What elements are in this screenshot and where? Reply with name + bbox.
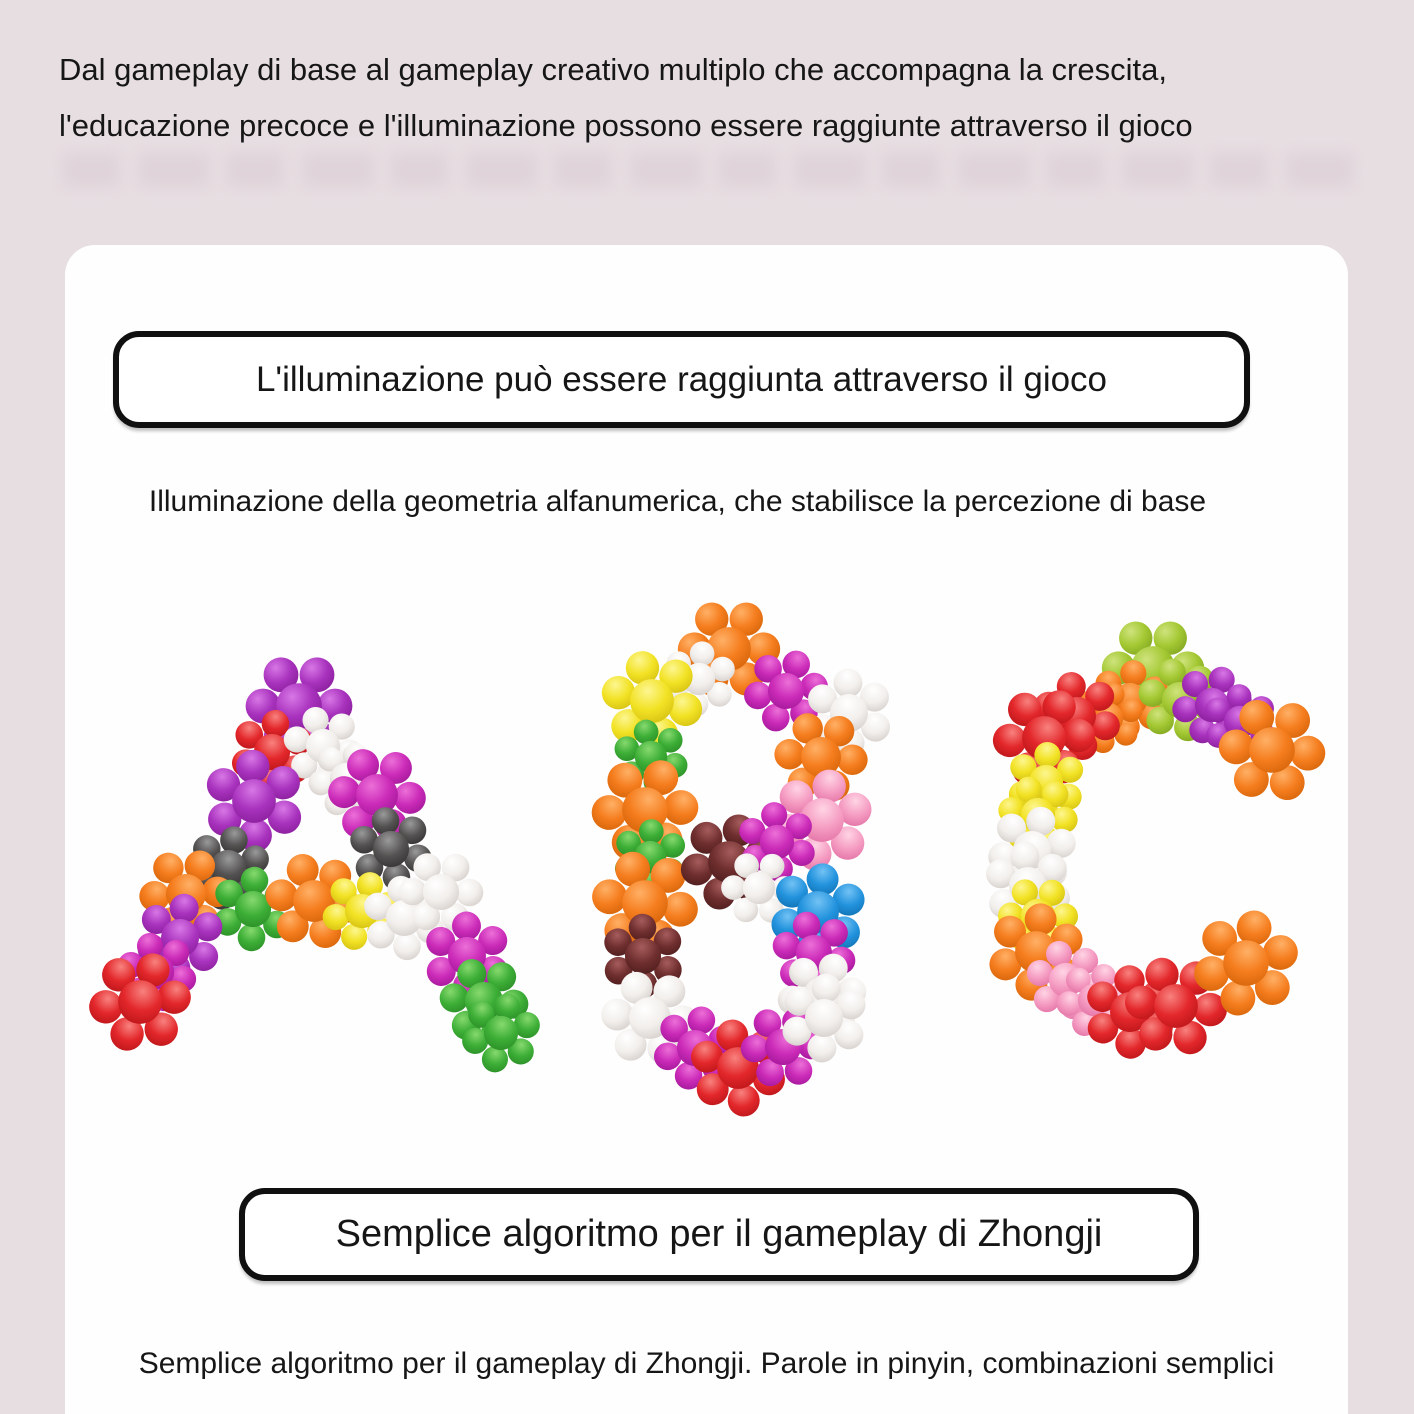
faded-text-artifact (62, 152, 1354, 188)
section1-title-box (113, 331, 1250, 428)
letter-B-blocks (575, 602, 907, 1125)
intro-line-2: l'educazione precoce e l'illuminazione possono essere raggiunte attraverso il gioco (59, 108, 1193, 143)
section2-caption: Semplice algoritmo per il gameplay di Zhongji. Parole in pinyin, combinazioni semplici (138, 1347, 1275, 1380)
letter-A-blocks (72, 657, 555, 1087)
section1-title: L'illuminazione può essere raggiunta attraverso il gioco (255, 359, 1108, 399)
letter-C-blocks (970, 621, 1329, 1071)
intro-line-1: Dal gameplay di base al gameplay creativo multiplo che accompagna la crescita, (59, 52, 1167, 87)
intro-text (59, 42, 1369, 154)
abc-building-blocks-illustration (65, 555, 1348, 1125)
section2-title: Semplice algoritmo per il gameplay di Zhongji (335, 1213, 1103, 1255)
content-card (65, 245, 1348, 1414)
section2-title-box (239, 1188, 1199, 1281)
section1-subtitle: Illuminazione della geometria alfanumerica, che stabilisce la percezione di base (148, 485, 1207, 518)
